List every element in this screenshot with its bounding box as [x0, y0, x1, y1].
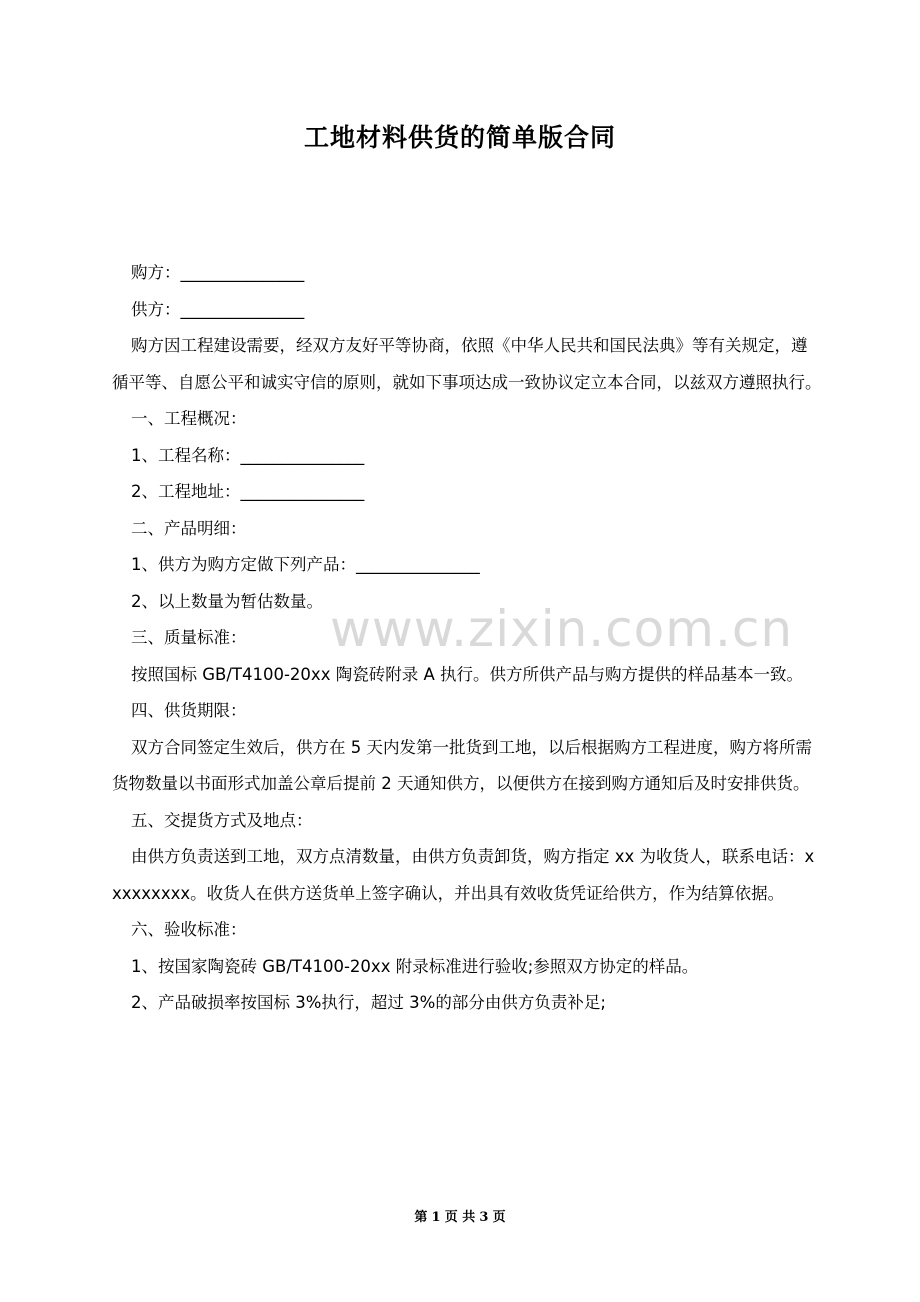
paragraph-project-name: 1、工程名称：_______________ [131, 445, 365, 465]
footer-total-pages: 3 [479, 1210, 489, 1225]
footer-middle: 页 共 [444, 1210, 476, 1225]
section-heading-delivery-method: 五、交提货方式及地点： [131, 810, 313, 830]
footer-suffix: 页 [492, 1210, 506, 1225]
document-title: 工地材料供货的简单版合同 [303, 123, 616, 152]
section-heading-quality: 三、质量标准： [131, 628, 247, 647]
paragraph-quantity-estimate: 2、以上数量为暂估数量。 [131, 591, 323, 611]
paragraph-supplier: 供方：_______________ [131, 299, 305, 319]
section-heading-products: 二、产品明细： [131, 518, 247, 538]
section-heading-project: 一、工程概况： [131, 409, 247, 428]
page-footer [0, 1206, 920, 1225]
footer-current-page: 1 [431, 1210, 441, 1225]
paragraph-delivery-method: 由供方负责送到工地，双方点清数量，由供方负责卸货，购方指定 xx 为收货人，联系电话：xxxxxxxxx。收货人在供方送货单上签字确认，并出具有效收货凭证给供方，作为结算依据。 [112, 847, 815, 903]
paragraph-products-ordered: 1、供方为购方定做下列产品：_______________ [131, 555, 480, 574]
paragraph-quality-standard: 按照国标 GB/T4100-20xx 陶瓷砖附录 A 执行。供方所供产品与购方提供的样品基本一致。 [131, 664, 803, 684]
paragraph-delivery-period: 双方合同签定生效后，供方在 5 天内发第一批货到工地，以后根据购方工程进度，购方将所需货物数量以书面形式加盖公章后提前 2 天通知供方，以便供方在接到购方通知后及时安排供货。 [112, 737, 812, 793]
section-heading-acceptance: 六、验收标准： [131, 920, 247, 939]
section-heading-delivery-period: 四、供货期限： [131, 701, 247, 720]
paragraph-acceptance-1: 1、按国家陶瓷砖 GB/T4100-20xx 附录标准进行验收;参照双方协定的样品。 [131, 956, 699, 976]
paragraph-acceptance-2: 2、产品破损率按国标 3%执行，超过 3%的部分由供方负责补足; [131, 993, 606, 1012]
watermark: www.zixin.com.cn [330, 600, 794, 658]
footer-prefix: 第 [414, 1210, 428, 1225]
paragraph-project-address: 2、工程地址：_______________ [131, 482, 365, 501]
paragraph-buyer: 购方：_______________ [131, 263, 305, 282]
paragraph-preamble: 购方因工程建设需要，经双方友好平等协商，依照《中华人民共和国民法典》等有关规定，遵循平等、自愿公平和诚实守信的原则，就如下事项达成一致协议定立本合同，以兹双方遵照执行。 [112, 336, 822, 392]
